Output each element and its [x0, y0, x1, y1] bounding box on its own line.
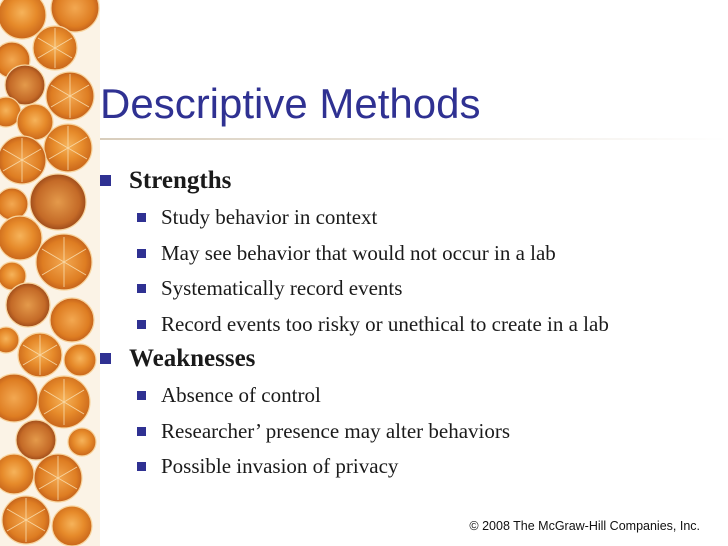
square-bullet-icon	[137, 427, 146, 436]
orange-slices-image	[0, 0, 100, 546]
section-heading: Weaknesses	[129, 345, 256, 372]
title-divider	[100, 138, 728, 140]
list-item-text: Possible invasion of privacy	[161, 454, 399, 478]
square-bullet-icon	[137, 284, 146, 293]
list-item	[100, 451, 720, 487]
square-bullet-icon	[137, 213, 146, 222]
list-item	[100, 273, 720, 309]
section-weaknesses	[100, 344, 720, 380]
square-bullet-icon	[137, 249, 146, 258]
list-item	[100, 309, 720, 345]
square-bullet-icon	[137, 391, 146, 400]
copyright-notice: © 2008 The McGraw-Hill Companies, Inc.	[469, 519, 700, 533]
list-item	[100, 238, 720, 274]
list-item-text: Researcher’ presence may alter behaviors	[161, 418, 511, 443]
list-item-text: Absence of control	[161, 383, 321, 407]
list-item-text: Systematically record events	[161, 276, 403, 300]
slide-title: Descriptive Methods	[100, 80, 481, 127]
list-item-text: Study behavior in context	[161, 205, 378, 229]
section-heading: Strengths	[129, 167, 232, 194]
list-item	[100, 416, 720, 452]
section-strengths	[100, 166, 720, 202]
list-item-text: May see behavior that would not occur in a lab	[161, 240, 556, 265]
list-item-text: Record events too risky or unethical to create in a lab	[161, 311, 609, 336]
list-item	[100, 202, 720, 238]
square-bullet-icon	[100, 175, 111, 186]
square-bullet-icon	[100, 353, 111, 364]
list-item	[100, 380, 720, 416]
square-bullet-icon	[137, 320, 146, 329]
bullet-list	[100, 166, 720, 487]
square-bullet-icon	[137, 462, 146, 471]
orange-slices-graphic	[0, 0, 100, 546]
